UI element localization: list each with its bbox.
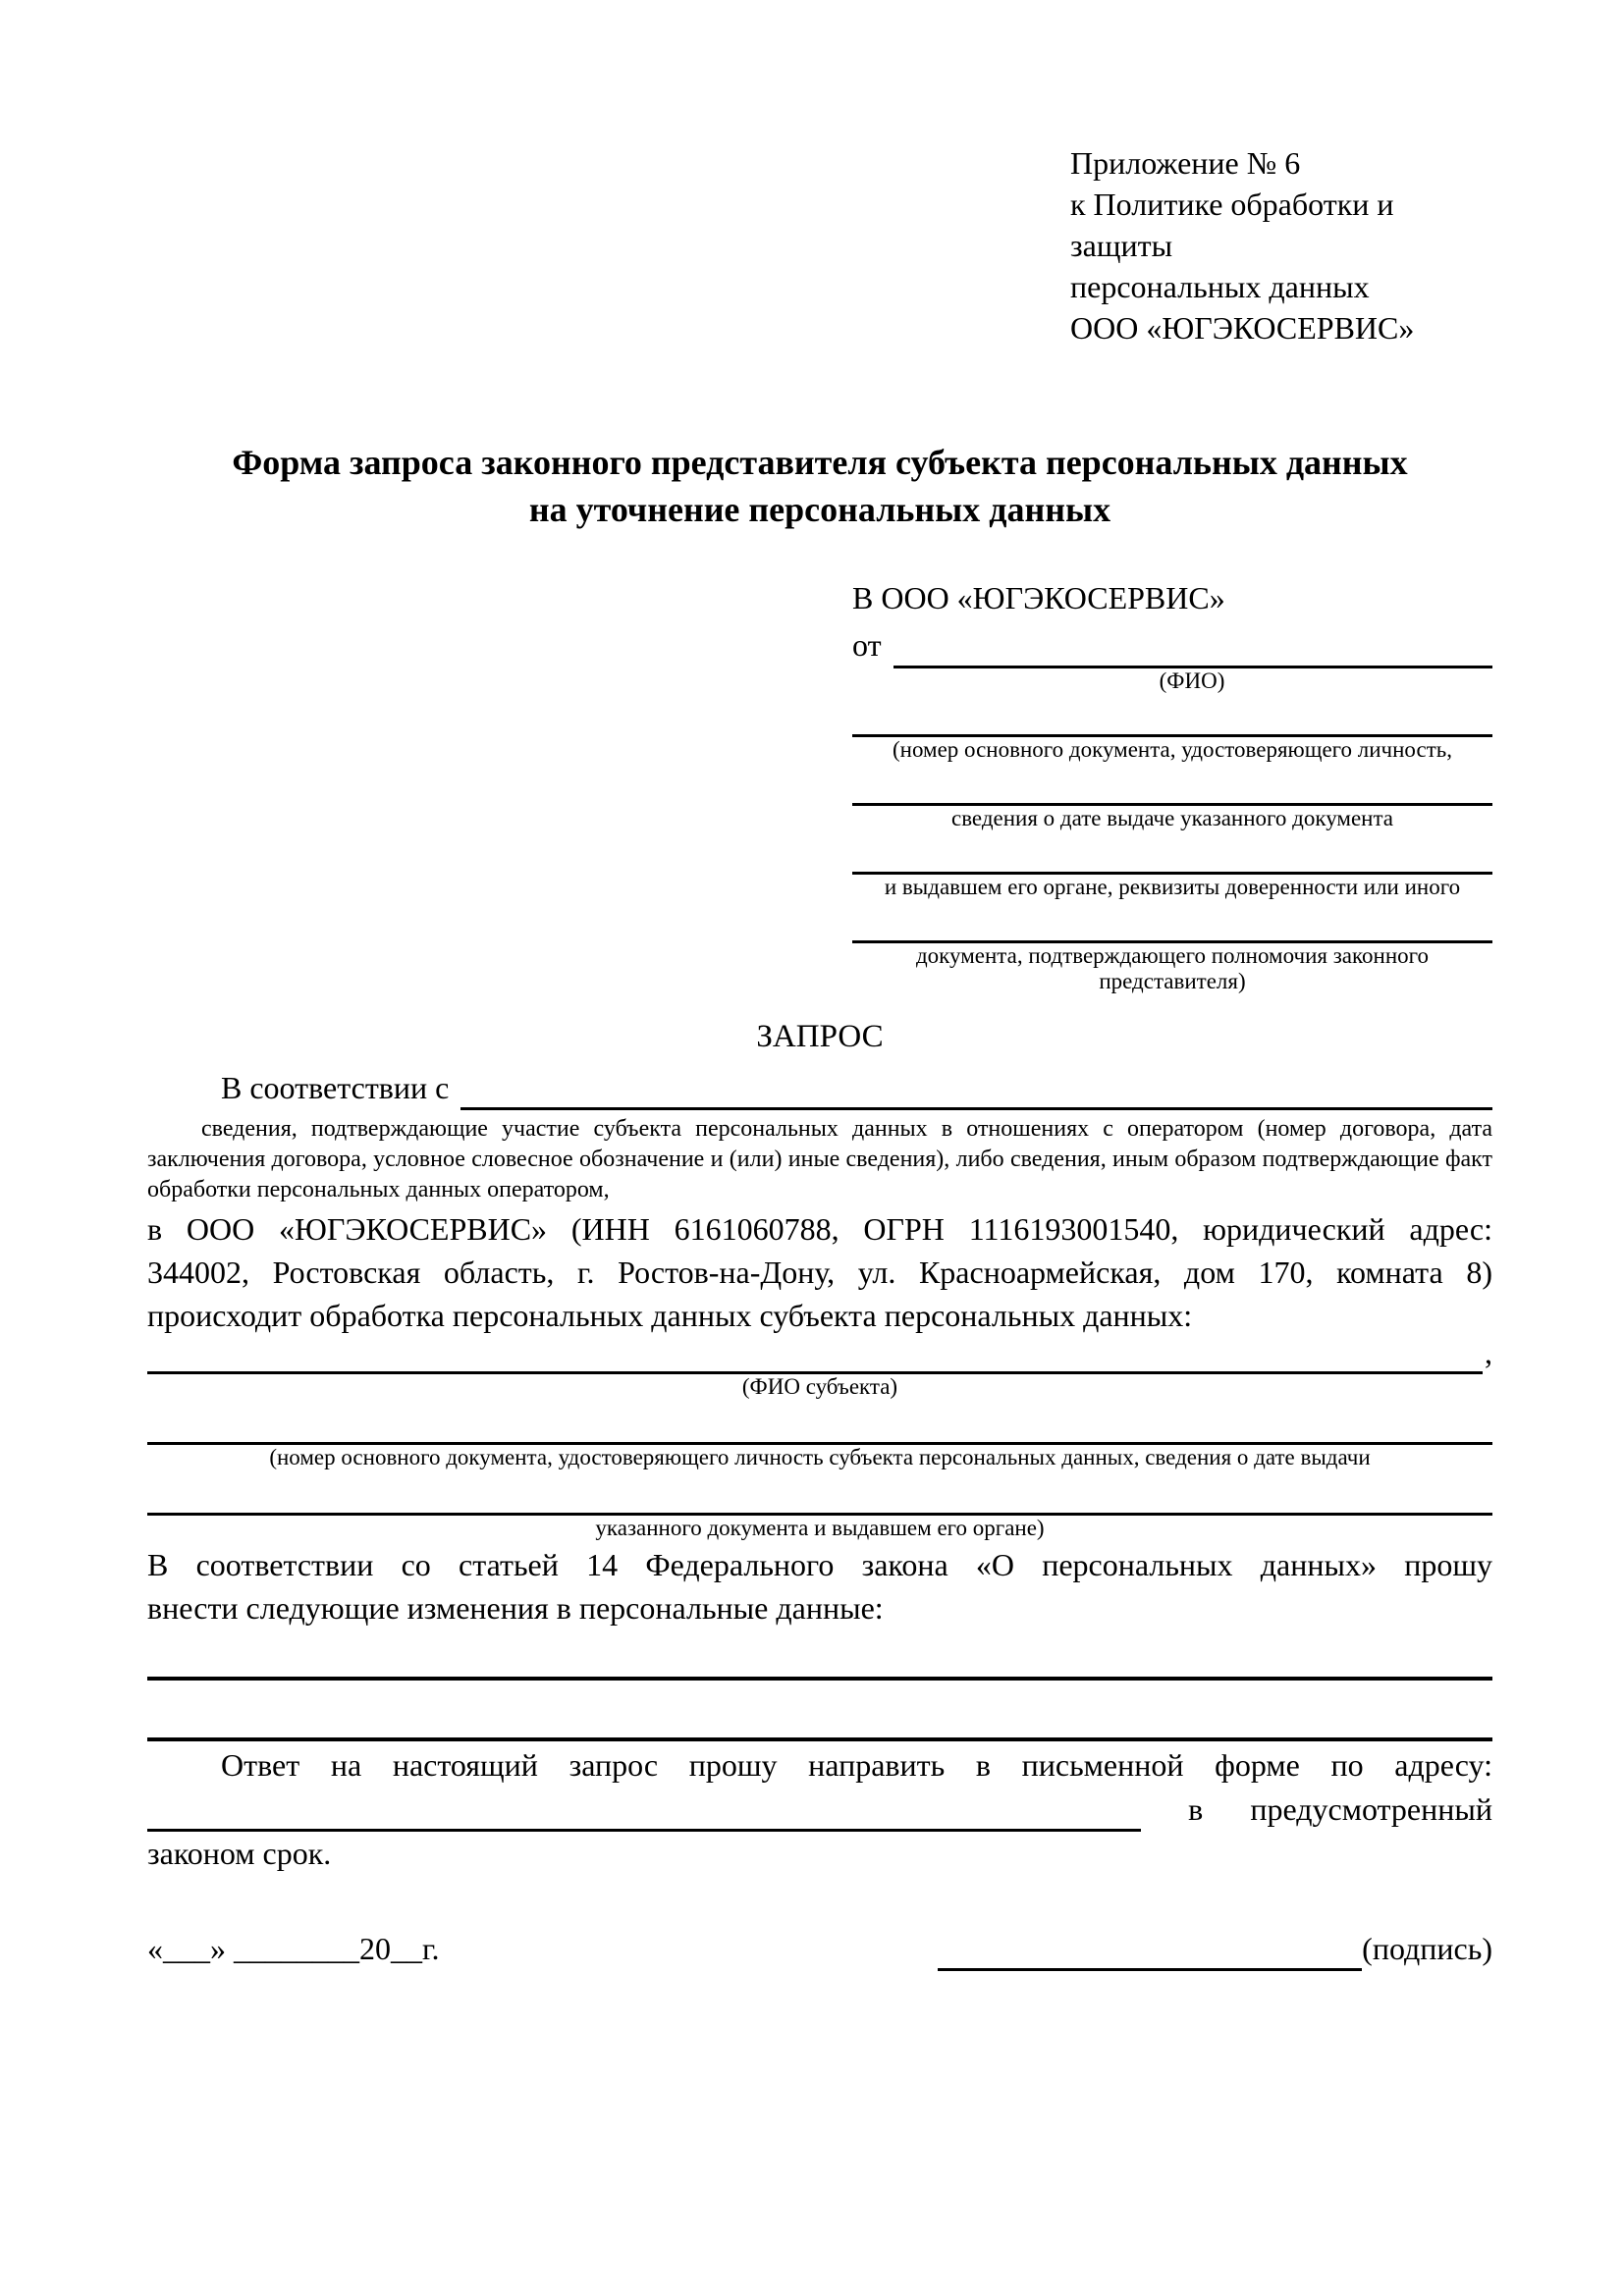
operator-line: в ООО «ЮГЭКОСЕРВИС» (ИНН 6161060788, ОГРН 1116193001540, юридический адрес: [147, 1211, 1492, 1247]
date-blank: «___» ________20__г. [147, 1931, 440, 1966]
subject-doc-caption: (номер основного документа, удостоверяющего личность субъекта персональных данных, сведения о дате выдачи [269, 1445, 1371, 1469]
subject-doc-line [147, 1470, 1492, 1516]
representative-doc-line [852, 694, 1492, 737]
subject-doc-line [147, 1400, 1492, 1445]
representative-fio-line [893, 629, 1492, 668]
subject-fio-row [147, 1337, 1492, 1374]
intro-row [147, 1065, 1492, 1110]
signature-caption: (подпись) [1362, 1931, 1492, 1966]
from-label: от [852, 627, 882, 663]
reply-word: в [1188, 1791, 1204, 1827]
trailing-comma: , [1485, 1335, 1492, 1370]
footnote-line: обработки персональных данных оператором, [147, 1177, 610, 1202]
subject-doc-caption: указанного документа и выдавшем его органе) [595, 1516, 1045, 1540]
representative-doc-line [852, 831, 1492, 875]
page-title-line: на уточнение персональных данных [528, 490, 1111, 529]
operator-line: 344002, Ростовская область, г. Ростов-на-Дону, ул. Красноармейская, дом 170, комната 8) [147, 1255, 1492, 1290]
annex-header [1070, 142, 1492, 348]
fio-caption: (ФИО) [1159, 668, 1225, 693]
subject-fio-caption: (ФИО субъекта) [741, 1374, 898, 1399]
addressee-to: В ООО «ЮГЭКОСЕРВИС» [852, 580, 1225, 615]
reply-address-line [147, 1794, 1141, 1832]
field-caption: сведения о дате выдаче указанного документа [950, 806, 1394, 830]
law-paragraph [147, 1543, 1492, 1629]
representative-doc-line [852, 763, 1492, 806]
footnote-line: заключения договора, условное словесное обозначение и (или) иные сведения), либо сведения, иным образом подтверждающие факт [147, 1147, 1492, 1172]
signature-row [147, 1926, 1492, 1971]
changes-fill-line [147, 1629, 1492, 1681]
signature-right [938, 1926, 1492, 1971]
law-line: внести следующие изменения в персональные данные: [147, 1590, 884, 1626]
reply-line: законом срок. [147, 1836, 332, 1871]
annex-line: к Политике обработки и защиты [1070, 187, 1394, 263]
changes-fill-line [147, 1681, 1492, 1741]
reply-line: Ответ на настоящий запрос прошу направить в письменной форме по адресу: [221, 1747, 1492, 1783]
signature-line [938, 1934, 1362, 1971]
addressee-block [852, 574, 1492, 994]
reply-word: предусмотренный [1250, 1791, 1492, 1827]
annex-line: ООО «ЮГЭКОСЕРВИС» [1070, 310, 1415, 346]
reply-address-row [147, 1787, 1492, 1832]
footnote-paragraph [147, 1114, 1492, 1205]
footnote-line: сведения, подтверждающие участие субъекта персональных данных в отношениях с оператором (номер договора, дата [201, 1116, 1492, 1142]
subject-fio-line [147, 1337, 1483, 1374]
operator-line: происходит обработка персональных данных субъекта персональных данных: [147, 1298, 1193, 1333]
field-caption: документа, подтверждающего полномочия законного представителя) [915, 943, 1429, 993]
page-title-line: Форма запроса законного представителя субъекта персональных данных [232, 443, 1408, 482]
request-heading: ЗАПРОС [756, 1019, 884, 1054]
field-caption: (номер основного документа, удостоверяющего личность, [892, 737, 1452, 762]
addressee-from-row [852, 621, 1492, 668]
field-caption: и выдавшем его органе, реквизиты доверенности или иного [884, 875, 1461, 899]
page-title [147, 439, 1492, 533]
annex-line: персональных данных [1070, 269, 1370, 304]
basis-fill-line [460, 1073, 1492, 1110]
law-line: В соответствии со статьей 14 Федерального закона «О персональных данных» прошу [147, 1547, 1492, 1582]
representative-doc-line [852, 900, 1492, 943]
reply-paragraph [147, 1743, 1492, 1875]
intro-label: В соответствии с [221, 1070, 450, 1105]
annex-line: Приложение № 6 [1070, 145, 1301, 181]
operator-paragraph [147, 1207, 1492, 1337]
